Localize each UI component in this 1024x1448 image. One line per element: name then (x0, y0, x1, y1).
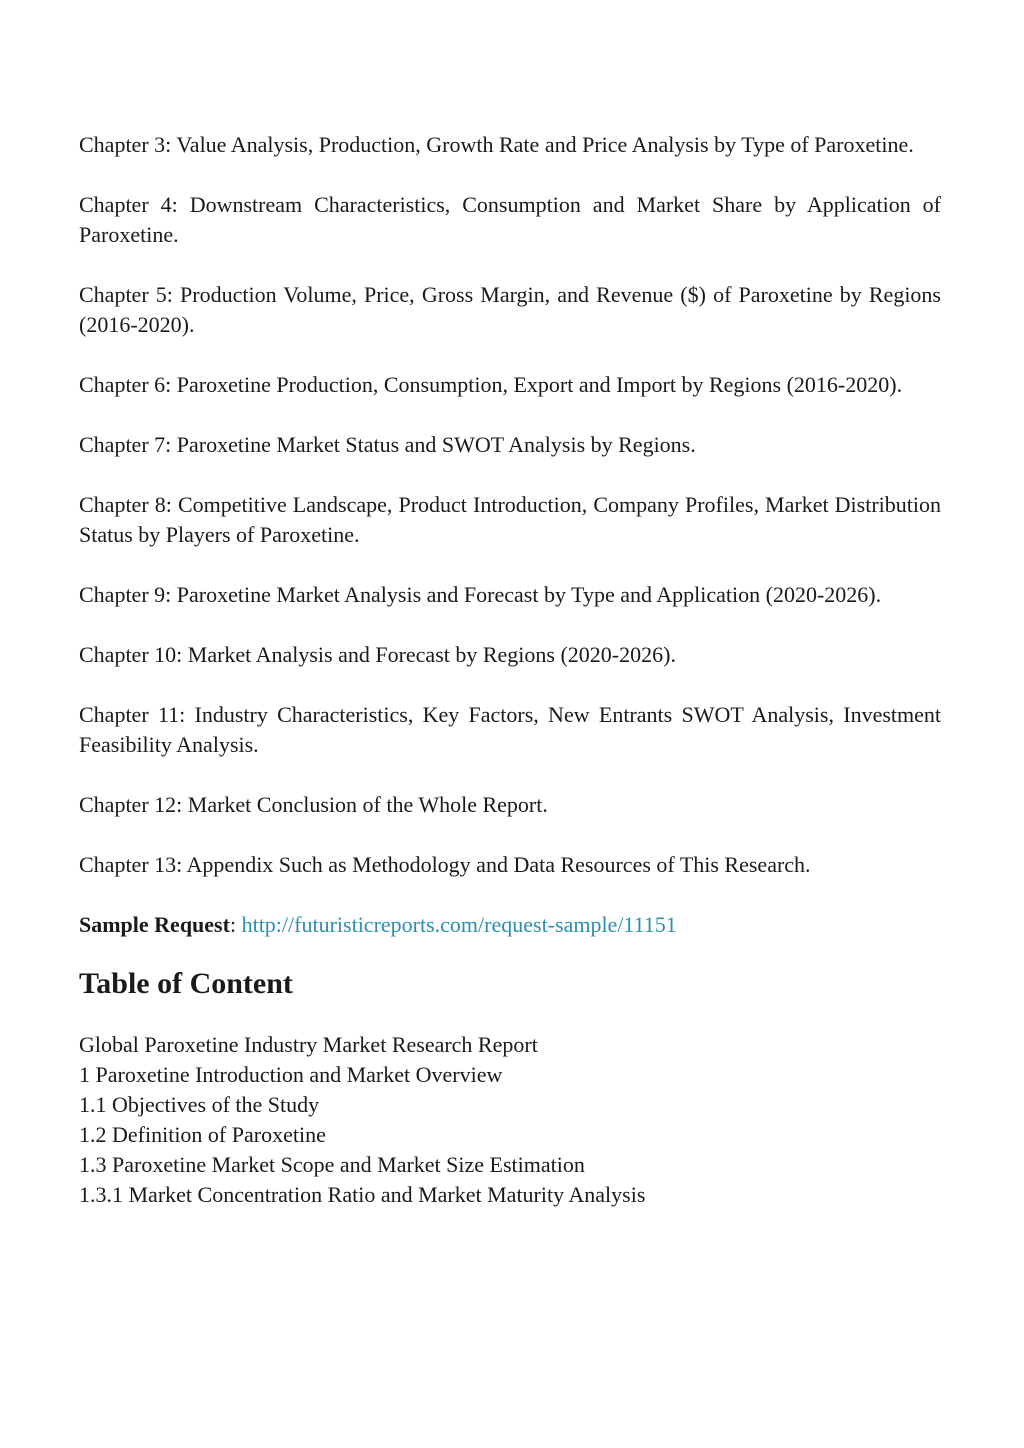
chapter-9-paragraph: Chapter 9: Paroxetine Market Analysis and Forecast by Type and Application (2020-2026). (79, 582, 882, 607)
sample-request-label: Sample Request (79, 912, 230, 937)
toc-item: 1.1 Objectives of the Study (79, 1092, 320, 1117)
chapter-12-paragraph: Chapter 12: Market Conclusion of the Whole Report. (79, 792, 548, 817)
document-page (79, 130, 941, 1210)
toc-heading: Table of Content (79, 967, 293, 1000)
toc-item: 1 Paroxetine Introduction and Market Overview (79, 1062, 503, 1087)
chapter-7-paragraph: Chapter 7: Paroxetine Market Status and SWOT Analysis by Regions. (79, 432, 696, 457)
chapter-10-paragraph: Chapter 10: Market Analysis and Forecast by Regions (2020-2026). (79, 642, 676, 667)
sample-request-line (79, 910, 941, 940)
chapter-13-paragraph: Chapter 13: Appendix Such as Methodology and Data Resources of This Research. (79, 852, 811, 877)
toc-item: 1.2 Definition of Paroxetine (79, 1122, 326, 1147)
chapter-8-paragraph: Chapter 8: Competitive Landscape, Product Introduction, Company Profiles, Market Distribution Status by Players of Paroxetine. (79, 492, 941, 547)
chapter-11-paragraph: Chapter 11: Industry Characteristics, Key Factors, New Entrants SWOT Analysis, Investment Feasibility Analysis. (79, 702, 941, 757)
sample-request-separator: : (229, 912, 242, 937)
toc-item: 1.3.1 Market Concentration Ratio and Market Maturity Analysis (79, 1182, 646, 1207)
sample-request-link[interactable]: http://futuristicreports.com/request-sample/11151 (241, 912, 677, 937)
toc-item: 1.3 Paroxetine Market Scope and Market Size Estimation (79, 1152, 585, 1177)
chapter-4-paragraph: Chapter 4: Downstream Characteristics, Consumption and Market Share by Application of Paroxetine. (79, 192, 941, 247)
chapter-6-paragraph: Chapter 6: Paroxetine Production, Consumption, Export and Import by Regions (2016-2020). (79, 372, 903, 397)
toc-list (79, 1030, 941, 1210)
chapter-3-paragraph: Chapter 3: Value Analysis, Production, Growth Rate and Price Analysis by Type of Paroxetine. (79, 132, 914, 157)
chapter-5-paragraph: Chapter 5: Production Volume, Price, Gross Margin, and Revenue ($) of Paroxetine by Regions (2016-2020). (79, 282, 941, 337)
toc-item: Global Paroxetine Industry Market Research Report (79, 1032, 538, 1057)
